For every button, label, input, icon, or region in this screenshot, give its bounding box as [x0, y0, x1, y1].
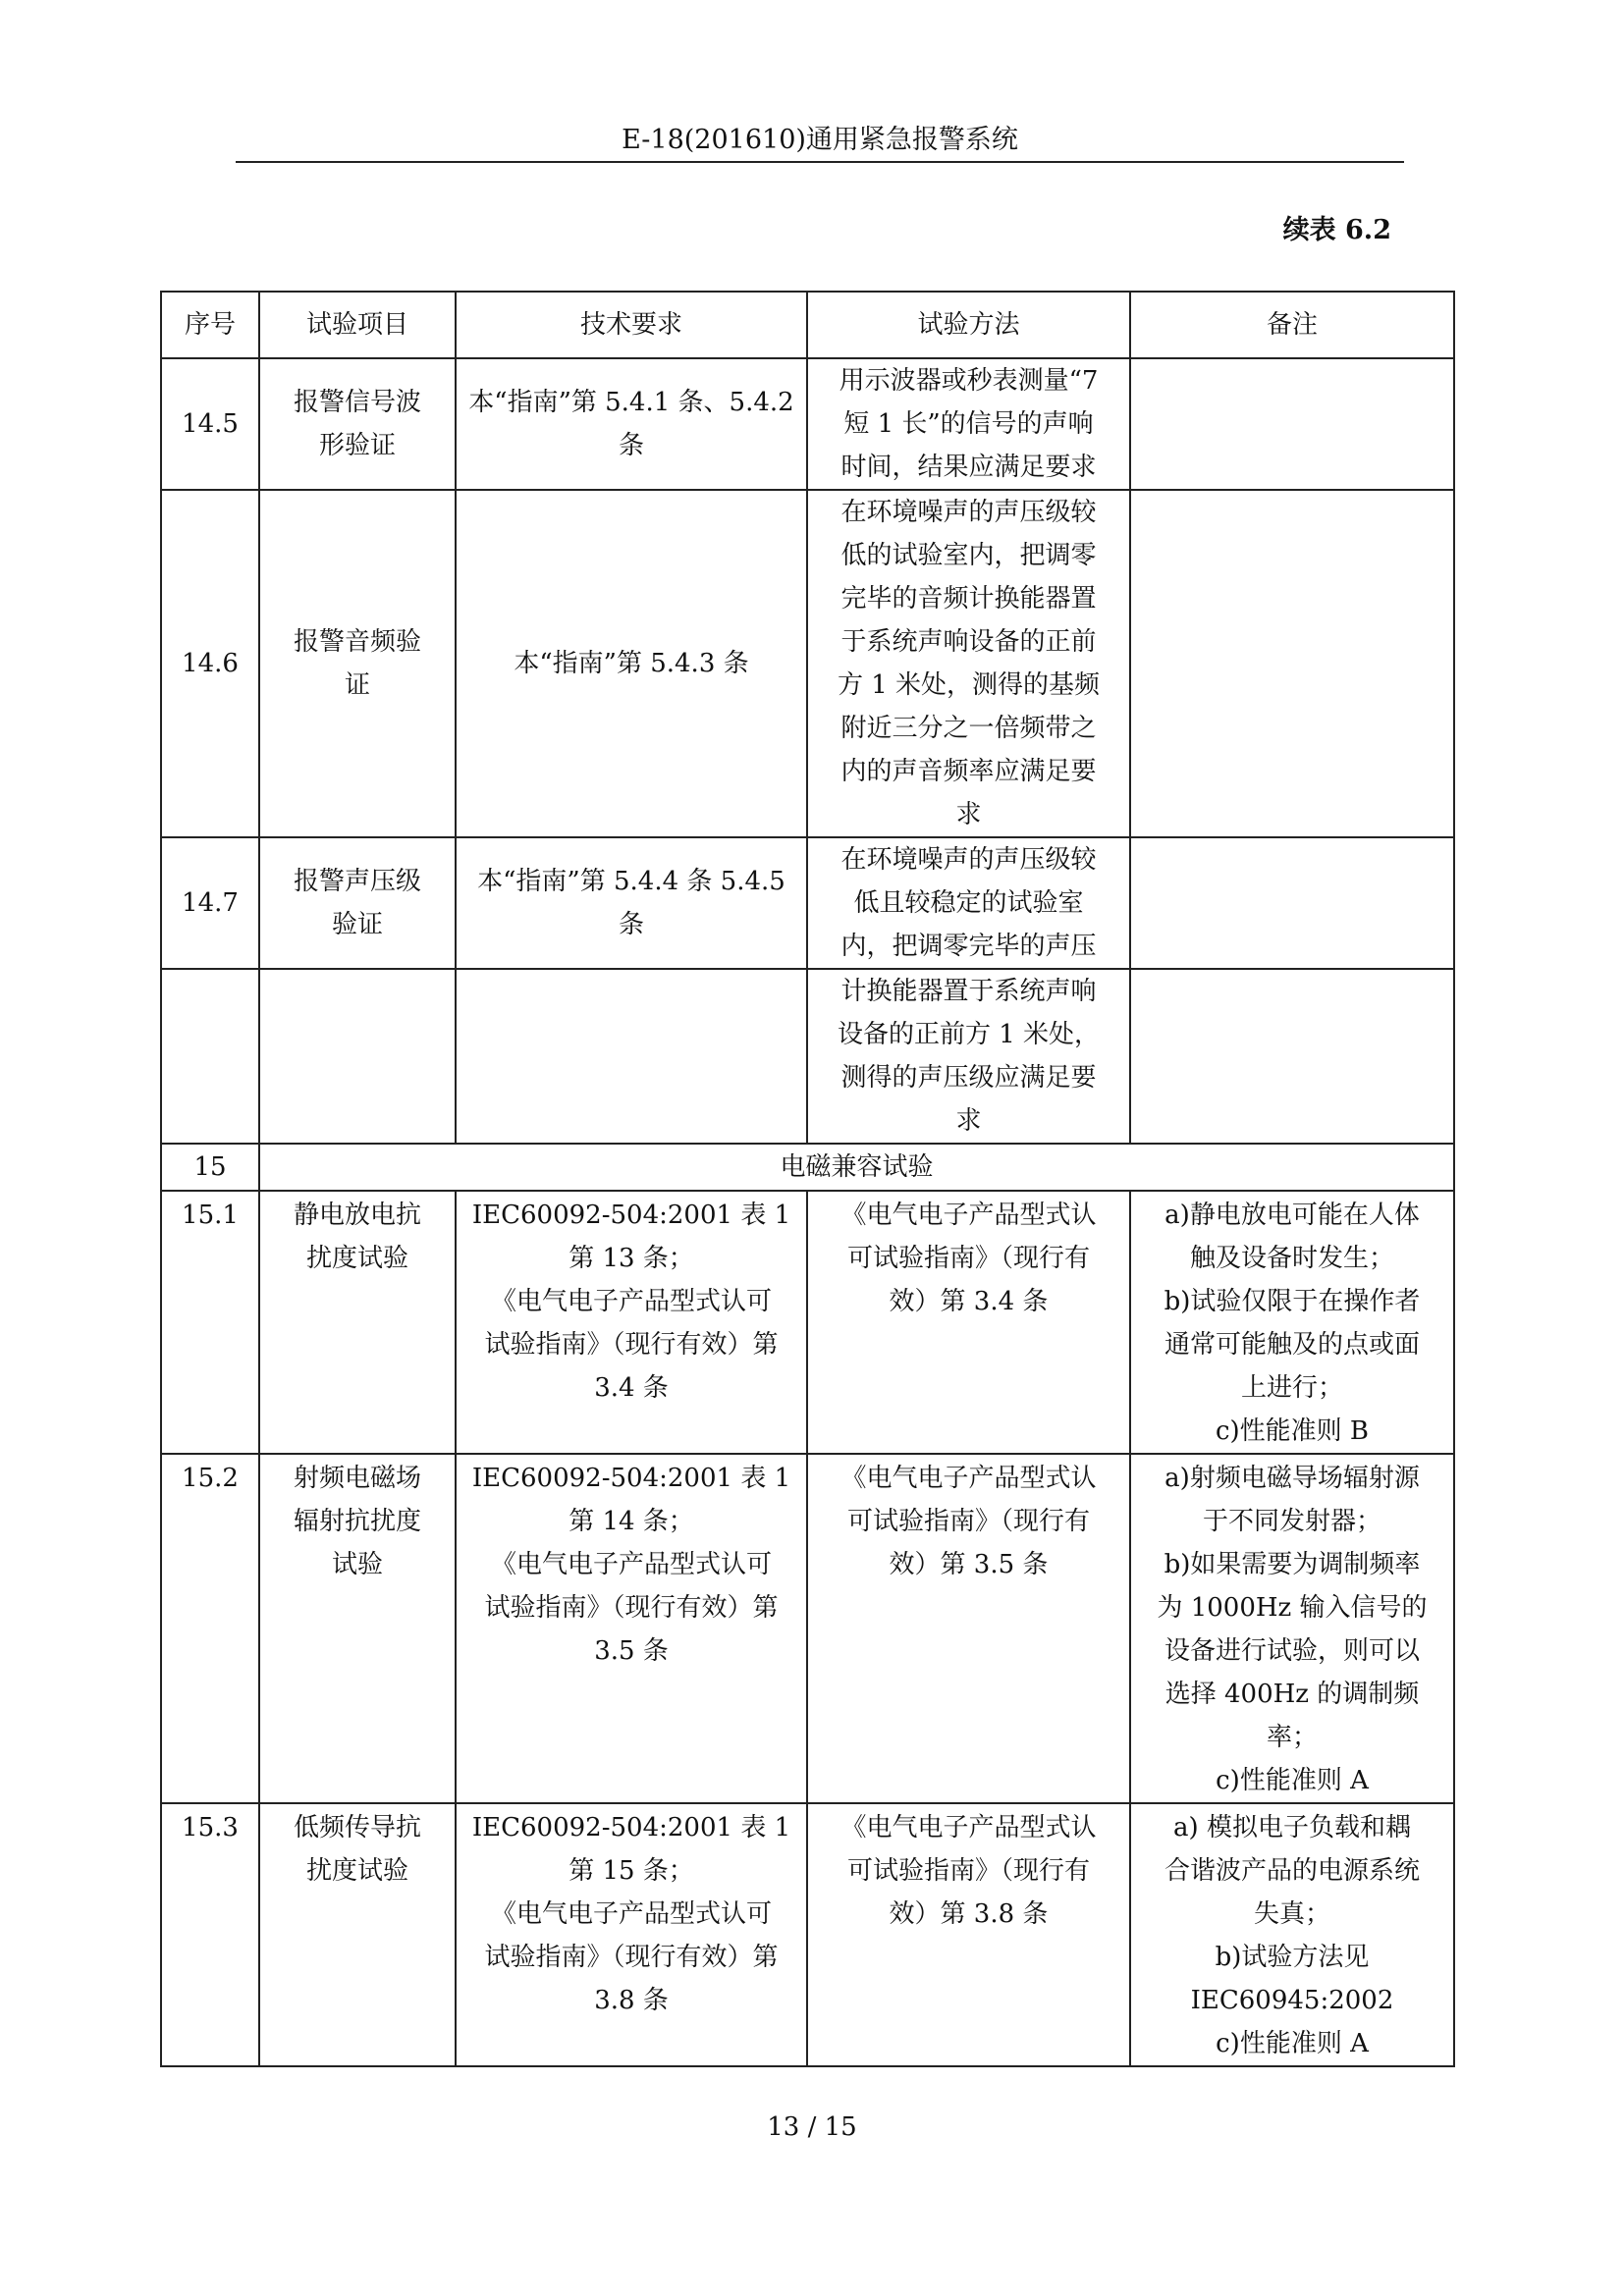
- cell-requirement: [456, 969, 807, 1144]
- cell-method-line: 可试验指南》（现行有: [846, 1244, 1090, 1273]
- cell-method: [807, 358, 1130, 490]
- cell-requirement-line: 本“指南”第 5.4.3 条: [514, 649, 749, 678]
- cell-method-line: 《电气电子产品型式认: [840, 1813, 1097, 1842]
- test-table: [160, 291, 1455, 2067]
- cell-item-line: 静电放电抗: [293, 1201, 421, 1230]
- cell-requirement-line: 3.4 条: [594, 1373, 669, 1403]
- cell-method-line: 低且较稳定的试验室: [853, 888, 1084, 918]
- page-number: 13 / 15: [767, 2112, 857, 2142]
- cell-requirement-line: 第 13 条；: [568, 1244, 694, 1273]
- cell-method-line: 可试验指南》（现行有: [846, 1856, 1090, 1886]
- cell-requirement-line: 试验指南》（现行有效）第: [484, 1330, 779, 1360]
- cell-item: [259, 1191, 456, 1454]
- header-method: 试验方法: [807, 292, 1130, 358]
- cell-method-line: 附近三分之一倍频带之: [840, 714, 1097, 743]
- cell-requirement-line: 条: [618, 910, 644, 939]
- cell-method-line: 效）第 3.8 条: [889, 1899, 1049, 1929]
- cell-note: [1130, 1803, 1454, 2066]
- cell-note-line: IEC60945:2002: [1190, 1986, 1394, 2015]
- cell-item-line: 形验证: [318, 431, 396, 460]
- cell-item: [259, 490, 456, 837]
- cell-method-line: 于系统声响设备的正前: [840, 627, 1097, 657]
- header-divider: [236, 161, 1404, 163]
- cell-method-line: 方 1 米处，测得的基频: [837, 670, 1101, 700]
- table-header-row: [161, 292, 1454, 358]
- cell-item-line: 扰度试验: [305, 1244, 408, 1273]
- cell-method: [807, 1803, 1130, 2066]
- cell-item-line: 低频传导抗: [293, 1813, 421, 1842]
- cell-item-line: 报警信号波: [293, 388, 421, 417]
- cell-note: [1130, 837, 1454, 969]
- cell-item-line: 报警声压级: [293, 867, 421, 896]
- cell-note-line: 率；: [1266, 1723, 1318, 1752]
- cell-requirement: [456, 1803, 807, 2066]
- table-row: [161, 1803, 1454, 2066]
- cell-note-line: b)试验仅限于在操作者: [1164, 1287, 1421, 1316]
- cell-note-line: c)性能准则 B: [1215, 1416, 1370, 1446]
- cell-note-line: 合谐波产品的电源系统: [1164, 1856, 1420, 1886]
- table-row: [161, 1454, 1454, 1803]
- cell-requirement-line: IEC60092-504:2001 表 1: [471, 1464, 791, 1493]
- cell-method-line: 求: [955, 1106, 982, 1136]
- header-no: 序号: [161, 292, 259, 358]
- header-requirement: 技术要求: [456, 292, 807, 358]
- cell-requirement: [456, 1454, 807, 1803]
- cell-method-line: 设备的正前方 1 米处，: [837, 1020, 1101, 1049]
- table-caption: 续表 6.2: [1282, 215, 1391, 245]
- cell-note: [1130, 969, 1454, 1144]
- cell-method-line: 完毕的音频计换能器置: [840, 584, 1097, 614]
- table-body-14: [161, 358, 1454, 1144]
- cell-item: [259, 1454, 456, 1803]
- cell-method: [807, 1454, 1130, 1803]
- cell-requirement-line: 第 14 条；: [568, 1507, 694, 1536]
- section-no: 15: [161, 1144, 259, 1191]
- cell-item-line: 报警音频验: [293, 627, 421, 657]
- cell-requirement: [456, 358, 807, 490]
- cell-item-line: 辐射抗扰度: [293, 1507, 421, 1536]
- cell-no: 15.2: [161, 1454, 259, 1803]
- document-header: E-18(201610)通用紧急报警系统: [622, 125, 1018, 155]
- cell-method-line: 内的声音频率应满足要: [840, 757, 1097, 786]
- cell-method: [807, 837, 1130, 969]
- cell-requirement-line: 第 15 条；: [568, 1856, 694, 1886]
- cell-requirement-line: 《电气电子产品型式认可: [490, 1550, 772, 1579]
- cell-requirement-line: 条: [618, 431, 644, 460]
- cell-note-line: 设备进行试验，则可以: [1164, 1636, 1420, 1666]
- cell-item: [259, 837, 456, 969]
- cell-method-line: 在环境噪声的声压级较: [840, 498, 1097, 527]
- cell-note-line: a) 模拟电子负载和耦: [1173, 1813, 1411, 1842]
- cell-item-line: 射频电磁场: [293, 1464, 421, 1493]
- cell-method: [807, 490, 1130, 837]
- cell-note-line: a)射频电磁导场辐射源: [1164, 1464, 1420, 1493]
- cell-method-line: 计换能器置于系统声响: [840, 977, 1097, 1006]
- cell-method-line: 效）第 3.5 条: [889, 1550, 1049, 1579]
- section-row: [161, 1144, 1454, 1191]
- cell-note-line: 选择 400Hz 的调制频: [1164, 1680, 1420, 1709]
- cell-note-line: 通常可能触及的点或面: [1164, 1330, 1420, 1360]
- header-note: 备注: [1130, 292, 1454, 358]
- cell-requirement-line: 3.8 条: [594, 1986, 669, 2015]
- cell-method-line: 用示波器或秒表测量“7: [839, 366, 1099, 396]
- cell-method-line: 短 1 长”的信号的声响: [843, 409, 1094, 439]
- cell-method-line: 测得的声压级应满足要: [840, 1063, 1097, 1093]
- cell-note-line: b)如果需要为调制频率: [1164, 1550, 1421, 1579]
- cell-item: [259, 969, 456, 1144]
- cell-method-line: 低的试验室内，把调零: [840, 541, 1097, 570]
- cell-no: 14.5: [161, 358, 259, 490]
- cell-requirement-line: 本“指南”第 5.4.1 条、5.4.2: [468, 388, 794, 417]
- cell-note-line: b)试验方法见: [1215, 1943, 1370, 1972]
- cell-method-line: 可试验指南》（现行有: [846, 1507, 1090, 1536]
- cell-note: [1130, 1191, 1454, 1454]
- cell-note: [1130, 1454, 1454, 1803]
- cell-no: 14.7: [161, 837, 259, 969]
- cell-item-line: 试验: [331, 1550, 383, 1579]
- cell-requirement: [456, 1191, 807, 1454]
- header-item: 试验项目: [259, 292, 456, 358]
- cell-item-line: 扰度试验: [305, 1856, 408, 1886]
- cell-requirement-line: 《电气电子产品型式认可: [490, 1287, 772, 1316]
- cell-requirement-line: IEC60092-504:2001 表 1: [471, 1813, 791, 1842]
- cell-method-line: 效）第 3.4 条: [889, 1287, 1049, 1316]
- cell-method-line: 《电气电子产品型式认: [840, 1201, 1097, 1230]
- cell-method-line: 内，把调零完毕的声压: [840, 932, 1097, 961]
- cell-requirement-line: 试验指南》（现行有效）第: [484, 1943, 779, 1972]
- cell-item: [259, 1803, 456, 2066]
- cell-requirement-line: 《电气电子产品型式认可: [490, 1899, 772, 1929]
- cell-note: [1130, 490, 1454, 837]
- cell-method: [807, 969, 1130, 1144]
- cell-no: [161, 969, 259, 1144]
- table-row: [161, 1191, 1454, 1454]
- cell-requirement-line: 3.5 条: [594, 1636, 669, 1666]
- cell-requirement: [456, 837, 807, 969]
- cell-note-line: 于不同发射器；: [1202, 1507, 1381, 1536]
- cell-note-line: 为 1000Hz 输入信号的: [1157, 1593, 1428, 1623]
- cell-note-line: 触及设备时发生；: [1189, 1244, 1394, 1273]
- table-row: [161, 969, 1454, 1144]
- cell-method: [807, 1191, 1130, 1454]
- cell-note-line: 失真；: [1253, 1899, 1330, 1929]
- cell-no: 14.6: [161, 490, 259, 837]
- cell-note-line: a)静电放电可能在人体: [1164, 1201, 1420, 1230]
- cell-method-line: 在环境噪声的声压级较: [840, 845, 1097, 875]
- cell-requirement-line: IEC60092-504:2001 表 1: [471, 1201, 791, 1230]
- table-row: [161, 837, 1454, 969]
- cell-item-line: 证: [344, 670, 370, 700]
- table-row: [161, 490, 1454, 837]
- section-title: 电磁兼容试验: [259, 1144, 1454, 1191]
- cell-requirement-line: 试验指南》（现行有效）第: [484, 1593, 779, 1623]
- cell-method-line: 求: [955, 800, 982, 829]
- cell-no: 15.3: [161, 1803, 259, 2066]
- table-row: [161, 358, 1454, 490]
- cell-item: [259, 358, 456, 490]
- cell-item-line: 验证: [331, 910, 383, 939]
- cell-requirement: [456, 490, 807, 837]
- table-body-15: [161, 1191, 1454, 2066]
- cell-method-line: 时间，结果应满足要求: [840, 453, 1097, 482]
- cell-method-line: 《电气电子产品型式认: [840, 1464, 1097, 1493]
- cell-note: [1130, 358, 1454, 490]
- cell-requirement-line: 本“指南”第 5.4.4 条 5.4.5: [477, 867, 785, 896]
- cell-no: 15.1: [161, 1191, 259, 1454]
- cell-note-line: c)性能准则 A: [1216, 1766, 1369, 1795]
- cell-note-line: c)性能准则 A: [1216, 2029, 1369, 2058]
- cell-note-line: 上进行；: [1240, 1373, 1343, 1403]
